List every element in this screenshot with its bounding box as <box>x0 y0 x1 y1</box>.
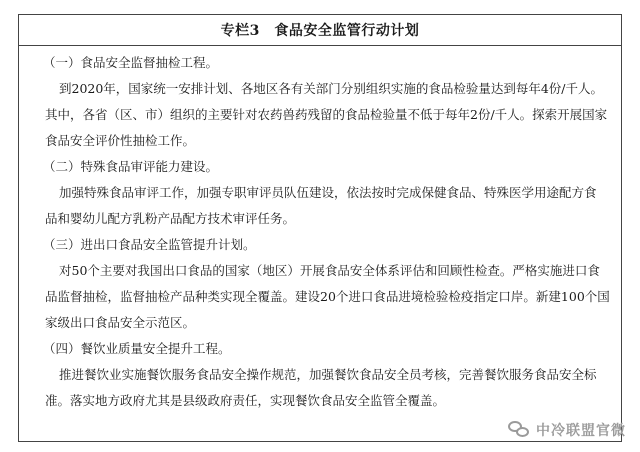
section-3-line-2: 品监督抽检，监督抽检产品种类实现全覆盖。建设20个进口食品进境检验检疫指定口岸。新建100个国 <box>45 289 610 304</box>
section-4-line-1: 推进餐饮业实施餐饮服务食品安全操作规范，加强餐饮食品安全员考核，完善餐饮服务食品安全标 <box>59 367 597 382</box>
section-heading-3: （三）进出口食品安全监管提升计划。 <box>43 237 256 252</box>
section-3-line-3: 家级出口食品安全示范区。 <box>45 315 196 330</box>
section-heading-4: （四）餐饮业质量安全提升工程。 <box>43 341 231 356</box>
section-4-line-2: 准。落实地方政府尤其是县级政府责任，实现餐饮食品安全监管全覆盖。 <box>45 393 446 408</box>
section-2-line-2: 品和婴幼儿配方乳粉产品配方技术审评任务。 <box>45 211 296 226</box>
section-heading-2: （二）特殊食品审评能力建设。 <box>43 159 219 174</box>
section-3-line-1: 对50个主要对我国出口食品的国家（地区）开展食品安全体系评估和回顾性检查。严格实施进口食 <box>59 263 600 278</box>
section-1-line-2: 其中，各省（区、市）组织的主要针对农药兽药残留的食品检验量不低于每年2份/千人。探索开展国家 <box>45 107 608 122</box>
box-content <box>19 46 621 414</box>
section-heading-1: （一）食品安全监督抽检工程。 <box>43 55 219 70</box>
watermark-text: 中冷联盟官微 <box>536 423 626 439</box>
box-title: 专栏3 食品安全监管行动计划 <box>19 15 621 46</box>
watermark <box>508 420 626 440</box>
section-1-line-1: 到2020年，国家统一安排计划、各地区各有关部门分别组织实施的食品检验量达到每年4份/千人。 <box>59 81 603 96</box>
policy-box <box>18 14 622 442</box>
section-1-line-3: 食品安全评价性抽检工作。 <box>45 133 196 148</box>
wechat-icon <box>508 421 530 439</box>
section-2-line-1: 加强特殊食品审评工作，加强专职审评员队伍建设，依法按时完成保健食品、特殊医学用途配方食 <box>59 185 597 200</box>
